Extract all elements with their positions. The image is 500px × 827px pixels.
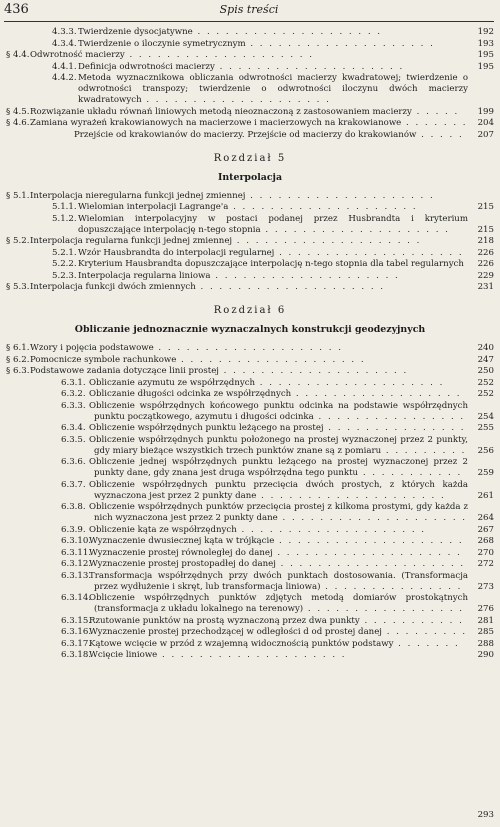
toc-entry[interactable] xyxy=(6,571,494,593)
header-rule xyxy=(4,21,494,22)
dot-leader: . . . . . . . xyxy=(401,118,468,128)
section-number: 6.3.2. xyxy=(61,389,86,399)
section-number: 6.3.5. xyxy=(61,434,86,445)
toc-entry[interactable] xyxy=(6,73,494,106)
section-title-text: Definicja odwrotności macierzy xyxy=(78,61,215,72)
section-title-text: Interpolacja regularna funkcji jednej zmiennej xyxy=(30,236,233,246)
dot-leader: . . . . . . . . . . . xyxy=(358,468,463,478)
section-title xyxy=(78,202,468,213)
section-number: 6.3.7. xyxy=(61,479,86,490)
section-number: § 5.1. xyxy=(6,190,30,201)
toc-entry[interactable] xyxy=(6,559,494,570)
page-header xyxy=(4,2,494,20)
section-number: 6.3.4. xyxy=(61,423,86,433)
section-title-text: Obliczenie współrzędnych punktów przecięcia prostej z kilkoma prostymi, gdy każda z nich wyznaczona jest przez 2 punkty dane xyxy=(89,502,468,523)
entry-page-number: 267 xyxy=(477,524,494,535)
section-title-text: Obliczenie kąta ze współrzędnych xyxy=(89,524,237,535)
toc-entry[interactable] xyxy=(6,366,494,377)
section-title xyxy=(89,457,468,479)
section-title-text: Rzutowanie punktów na prostą wyznaczoną przez dwa punkty xyxy=(89,615,360,626)
dot-leader: . . . . . . . . . . . . . . . . . . xyxy=(291,389,462,399)
toc-entry[interactable] xyxy=(6,343,494,354)
section-title xyxy=(74,130,468,141)
dot-leader: . . . . . . . . . . . . . . . . xyxy=(313,411,466,422)
section-title-text: Obliczanie azymutu ze współrzędnych xyxy=(89,377,256,388)
dot-leader: . . . . . . . . . . . . . . . . . . . . xyxy=(256,490,446,501)
section-number: 6.3.16. xyxy=(61,627,92,637)
section-title-text: Wzór Hausbrandta do interpolacji regularnej xyxy=(78,247,275,258)
section-title-text: Zamiana wyrażeń krakowianowych na macierzowe i macierzowych na krakowianowe xyxy=(30,118,402,128)
entry-page-number: 290 xyxy=(477,650,494,660)
section-title-text: Interpolacja regularna liniowa xyxy=(78,270,211,281)
dot-leader: . . . . . . . . . . . . . . . . . . . . xyxy=(218,366,409,376)
toc-entry[interactable] xyxy=(6,548,494,559)
toc-entry[interactable] xyxy=(6,39,494,50)
section-number: 6.3.1. xyxy=(61,377,86,388)
section-number: § 4.6. xyxy=(6,118,30,128)
toc-entry[interactable] xyxy=(6,650,494,661)
entry-page-number: 247 xyxy=(477,354,494,365)
page-number: 436 xyxy=(4,2,29,17)
section-title-text: Metoda wyznacznikowa obliczania odwrotności macierzy kwadratowej; twierdzenie o odwrotności transpozy; twierdzenie o odwrotności iloczynu dwóch macierzy kwadratowych xyxy=(78,73,468,105)
toc-entry[interactable] xyxy=(6,191,494,202)
section-title-text: Wyznaczenie prostej prostopadłej do danej xyxy=(89,559,276,569)
entry-page-number: 276 xyxy=(477,604,494,614)
section-number: 5.2.1. xyxy=(52,247,77,258)
section-title-text: Interpolacja funkcji dwóch zmiennych xyxy=(30,282,196,292)
section-title-text: Wyznaczenie prostej równoległej do danej xyxy=(89,547,273,558)
dot-leader: . . . . . . . xyxy=(393,638,460,649)
entry-page-number: 252 xyxy=(477,389,494,399)
toc-entry[interactable] xyxy=(6,401,494,423)
entry-page-number: 195 xyxy=(477,50,494,60)
section-number: 5.2.3. xyxy=(52,270,77,281)
section-title xyxy=(89,377,468,389)
entry-page-number: 226 xyxy=(477,247,494,258)
section-title xyxy=(78,248,468,259)
section-number: 4.3.3. xyxy=(52,27,77,37)
dot-leader: . . . . . . . . . . . . . . . . . . . . xyxy=(176,354,366,365)
section-title-text: Interpolacja nieregularna funkcji jednej zmiennej xyxy=(30,190,246,201)
entry-page-number: 229 xyxy=(477,270,494,281)
section-title-text: Obliczenie współrzędnych punktu przecięcia dwóch prostych, z których każda wyznaczona jest przez 2 punkty dane xyxy=(89,479,468,501)
entry-page-number: 192 xyxy=(477,27,494,37)
section-title xyxy=(89,502,468,524)
section-number: § 6.1. xyxy=(6,343,30,353)
entry-page-number: 254 xyxy=(477,411,494,422)
entry-page-number: 199 xyxy=(477,106,494,117)
section-title xyxy=(89,479,468,502)
entry-page-number: 285 xyxy=(477,627,494,637)
entry-page-number: 273 xyxy=(477,581,494,592)
section-number: 5.1.1. xyxy=(52,202,77,212)
section-title xyxy=(89,650,468,661)
entry-page-number: 250 xyxy=(477,366,494,376)
toc-entry[interactable] xyxy=(6,502,494,524)
section-title xyxy=(30,236,468,247)
table-of-contents xyxy=(6,27,494,662)
toc-entry[interactable] xyxy=(6,50,494,61)
dot-leader: . . . . . . . . . . . . . . . . . . . . xyxy=(274,247,464,258)
toc-entry[interactable] xyxy=(6,271,494,282)
chapter-title: Obliczanie jednoznacznie wyznaczalnych konstrukcji geodezyjnych xyxy=(74,324,426,335)
toc-entry[interactable] xyxy=(6,616,494,627)
section-title-text: Obliczenie współrzędnych końcowego punktu odcinka na podstawie współrzędnych punktu początkowego, azymutu i długości odcinka xyxy=(89,400,468,422)
section-title xyxy=(30,343,468,354)
section-title xyxy=(30,118,468,129)
section-title-text: Podstawowe zadania dotyczące linii prostej xyxy=(30,366,219,376)
section-title xyxy=(78,271,468,282)
dot-leader: . . . . . . . . . . . . . . . . . . . . xyxy=(124,50,314,60)
toc-entry[interactable] xyxy=(6,423,494,434)
section-title-text: Obliczenie współrzędnych punktów zdjętych metodą domiarów prostokątnych (transformacja z układu lokalnego na terenowy) xyxy=(89,593,468,614)
toc-entry[interactable] xyxy=(6,282,494,293)
dot-leader: . . . . . . . . . . . . . . . . . . . . xyxy=(245,38,435,49)
entry-page-number: 226 xyxy=(477,259,494,269)
dot-leader: . . . . . xyxy=(416,129,464,140)
toc-entry[interactable] xyxy=(6,536,494,547)
section-number: 6.3.12. xyxy=(61,559,92,569)
entry-page-number: 207 xyxy=(477,129,494,140)
section-title-text: Twierdzenie dysocjatywne xyxy=(78,27,193,37)
section-title-text: Wyznaczenie prostej przechodzącej w odległości d od prostej danej xyxy=(89,627,382,637)
section-number: 6.3.17. xyxy=(61,638,92,649)
toc-entry[interactable] xyxy=(6,62,494,73)
section-number: § 5.2. xyxy=(6,236,30,246)
section-number: 6.3.9. xyxy=(61,524,86,535)
dot-leader: . . . . . . . . . . . . . . . . . . . . xyxy=(255,377,445,388)
toc-entry[interactable] xyxy=(6,214,494,236)
dot-leader: . . . . . . . . . . . . . . . . . . . . xyxy=(210,270,400,281)
entry-page-number: 215 xyxy=(477,224,494,235)
toc-entry[interactable] xyxy=(6,355,494,366)
entry-page-number: 288 xyxy=(477,638,494,649)
entry-page-number: 215 xyxy=(477,202,494,212)
section-title-text: Rozwiązanie układu równań liniowych metodą nieoznaczoną z zastosowaniem macierzy xyxy=(30,106,412,117)
toc-entry[interactable] xyxy=(6,107,494,118)
section-title xyxy=(89,547,468,559)
section-title-text: Obliczanie długości odcinka ze współrzędnych xyxy=(89,389,292,399)
entry-page-number: 281 xyxy=(477,615,494,626)
section-title xyxy=(89,434,468,457)
trailing-page-number: 293 xyxy=(477,810,494,820)
section-title-text: Wyznaczenie dwusiecznej kąta w trójkącie xyxy=(89,536,275,546)
section-title-text: Twierdzenie o iloczynie symetrycznym xyxy=(78,38,246,49)
section-number: § 4.5. xyxy=(6,106,30,117)
toc-entry[interactable] xyxy=(6,248,494,259)
section-number: 6.3.8. xyxy=(61,502,86,512)
section-title-text: Wielomian interpolacji Lagrange'a xyxy=(78,202,229,212)
toc-entry[interactable] xyxy=(6,525,494,536)
toc-entry[interactable] xyxy=(6,378,494,389)
section-title-text: Pomocnicze symbole rachunkowe xyxy=(30,354,177,365)
section-number: 6.3.10. xyxy=(61,536,92,546)
dot-leader: . . . . . . . . . . . . . . . . . . . . xyxy=(274,536,464,546)
section-title-text: Kryterium Hausbrandta dopuszczające interpolację n-tego stopnia dla tabel regularnych xyxy=(78,259,464,269)
entry-page-number: 240 xyxy=(477,343,494,353)
dot-leader: . . . . . . . . . . . . . . . . . . . . xyxy=(277,513,468,523)
section-number: § 5.3. xyxy=(6,282,30,292)
entry-page-number: 261 xyxy=(477,490,494,501)
toc-entry[interactable] xyxy=(6,259,494,270)
dot-leader: . . . . . . . . . . . . . . . . . . . . xyxy=(214,61,405,72)
dot-leader: . . . . . . . . . . . xyxy=(359,615,464,626)
toc-entry[interactable] xyxy=(6,627,494,638)
dot-leader: . . . . . . . . . . . . . . . . . . . . xyxy=(157,650,347,660)
section-title-text: Przejście od krakowianów do macierzy. Przejście od macierzy do krakowianów xyxy=(74,129,417,140)
section-title xyxy=(89,423,468,434)
section-title xyxy=(89,627,468,638)
section-title xyxy=(89,638,468,650)
dot-leader: . . . . . . . . . . . . . . . . . . . . xyxy=(232,236,422,246)
section-title xyxy=(89,593,468,615)
toc-entry[interactable] xyxy=(6,435,494,457)
entry-page-number: 259 xyxy=(477,468,494,478)
section-number: 6.3.11. xyxy=(61,547,92,558)
section-title-text: Wielomian interpolacyjny w postaci podanej przez Husbrandta i kryterium dopuszczające interpolację n-tego stopnia xyxy=(78,213,468,235)
dot-leader: . . . . . . . . . . . . . . . . . xyxy=(303,604,465,614)
dot-leader: . . . . . xyxy=(411,106,460,117)
dot-leader: . . . . . . . . . . . . . . . . . . . . xyxy=(272,547,462,558)
toc-entry[interactable] xyxy=(6,27,494,38)
dot-leader: . . . . . . . . . . . . . . . . . . . . xyxy=(260,224,450,235)
section-title-text: Kątowe wcięcie w przód z wzajemną widocznością punktów podstawy xyxy=(89,638,394,649)
dot-leader: . . . . . . . . . . . . . . . . . . . . xyxy=(153,343,343,353)
section-number: 6.3.15. xyxy=(61,615,92,626)
section-title-text: Obliczenie jednej współrzędnych punktu leżącego na prostej wyznaczonej przez 2 punkty dane, gdy znana jest druga współrzędna tego punktu xyxy=(89,457,468,478)
entry-page-number: 195 xyxy=(477,61,494,72)
section-number: § 4.4. xyxy=(6,50,30,60)
section-number: 4.4.1. xyxy=(52,61,77,72)
section-title xyxy=(78,73,468,106)
section-title-text: Wcięcie liniowe xyxy=(89,650,158,660)
entry-page-number: 264 xyxy=(477,513,494,523)
dot-leader: . . . . . . . . . . . . . . . . . . . . xyxy=(245,190,435,201)
entry-page-number: 231 xyxy=(477,282,494,292)
entry-page-number: 270 xyxy=(477,547,494,558)
section-title xyxy=(89,389,468,400)
section-number: 5.2.2. xyxy=(52,259,77,269)
section-title-text: Obliczenie współrzędnych punktu leżącego na prostej xyxy=(89,423,324,433)
toc-entry[interactable] xyxy=(6,118,494,129)
chapter-label: Rozdział 6 xyxy=(213,305,287,316)
chapter-title: Interpolacja xyxy=(217,171,283,183)
toc-entry[interactable] xyxy=(6,593,494,615)
section-title xyxy=(89,400,468,423)
entry-page-number: 255 xyxy=(477,423,494,433)
section-title-text: Wzory i pojęcia podstawowe xyxy=(30,343,154,353)
entry-page-number: 268 xyxy=(477,536,494,546)
toc-entry[interactable] xyxy=(6,236,494,247)
toc-entry[interactable] xyxy=(6,457,494,479)
section-number: 6.3.6. xyxy=(61,457,86,467)
entry-page-number: 256 xyxy=(477,445,494,456)
section-number: 4.3.4. xyxy=(52,38,77,49)
toc-entry[interactable] xyxy=(6,389,494,400)
dot-leader: . . . . . . . . . . . . . . . xyxy=(323,423,466,433)
section-title xyxy=(89,615,468,627)
section-title xyxy=(30,282,468,293)
section-title xyxy=(78,214,468,236)
toc-entry[interactable] xyxy=(6,639,494,650)
section-title xyxy=(78,27,468,38)
section-number: 5.1.2. xyxy=(52,213,77,224)
section-title xyxy=(78,39,468,50)
section-title-text: Transformacja współrzędnych przy dwóch punktach dostosowania. (Transformacja przez wydłużenie i skręt, lub transformacja liniowa) xyxy=(89,570,468,592)
dot-leader: . . . . . . . . . . . . . . . xyxy=(320,581,463,592)
section-number: 6.3.13. xyxy=(61,570,92,581)
section-title xyxy=(89,524,468,536)
running-title: Spis treści xyxy=(219,3,279,16)
section-title xyxy=(30,190,468,202)
section-title xyxy=(89,559,468,570)
entry-page-number: 193 xyxy=(477,38,494,49)
dot-leader: . . . . . . . . . . . . . . . . . . . . xyxy=(195,282,386,292)
section-number: 6.3.18. xyxy=(61,650,92,660)
section-title xyxy=(78,259,468,270)
section-title xyxy=(30,50,468,61)
section-title xyxy=(30,106,468,118)
dot-leader: . . . . . . . . . xyxy=(381,627,468,637)
section-title-text: Odwrotność macierzy xyxy=(30,50,125,60)
section-number: § 6.2. xyxy=(6,354,30,365)
section-title xyxy=(30,366,468,377)
section-number: 6.3.14. xyxy=(61,593,92,603)
dot-leader: . . . . . . . . . xyxy=(381,445,467,456)
section-title xyxy=(78,62,468,73)
dot-leader: . . . . . . . . . . . . . . . . . . . . xyxy=(228,202,418,212)
entry-page-number: 252 xyxy=(477,377,494,388)
toc-entry[interactable] xyxy=(6,480,494,502)
dot-leader: . . . . . . . . . . . . . . . . . . . . xyxy=(236,524,427,535)
section-title xyxy=(30,354,468,366)
toc-entry[interactable] xyxy=(6,130,494,141)
dot-leader: . . . . . . . . . . . . . . . . . . . . xyxy=(275,559,466,569)
entry-page-number: 204 xyxy=(477,118,494,128)
toc-entry[interactable] xyxy=(6,202,494,213)
entry-page-number: 218 xyxy=(477,236,494,246)
entry-page-number: 272 xyxy=(477,559,494,569)
chapter-label: Rozdział 5 xyxy=(213,152,287,164)
section-title xyxy=(89,536,468,547)
dot-leader: . . . . . . . . . . . . . . . . . . . . xyxy=(192,27,383,37)
section-number: 6.3.3. xyxy=(61,400,86,411)
section-number: § 6.3. xyxy=(6,366,30,376)
section-title xyxy=(89,570,468,593)
dot-leader: . . . . . . . . . . . . . . . . . . . . xyxy=(141,95,331,105)
section-number: 4.4.2. xyxy=(52,73,77,83)
section-title-text: Obliczenie współrzędnych punktu położonego na prostej wyznaczonej przez 2 punkty, gdy miary bieżące wszystkich trzech punktów znane są z pomiaru xyxy=(89,434,468,456)
